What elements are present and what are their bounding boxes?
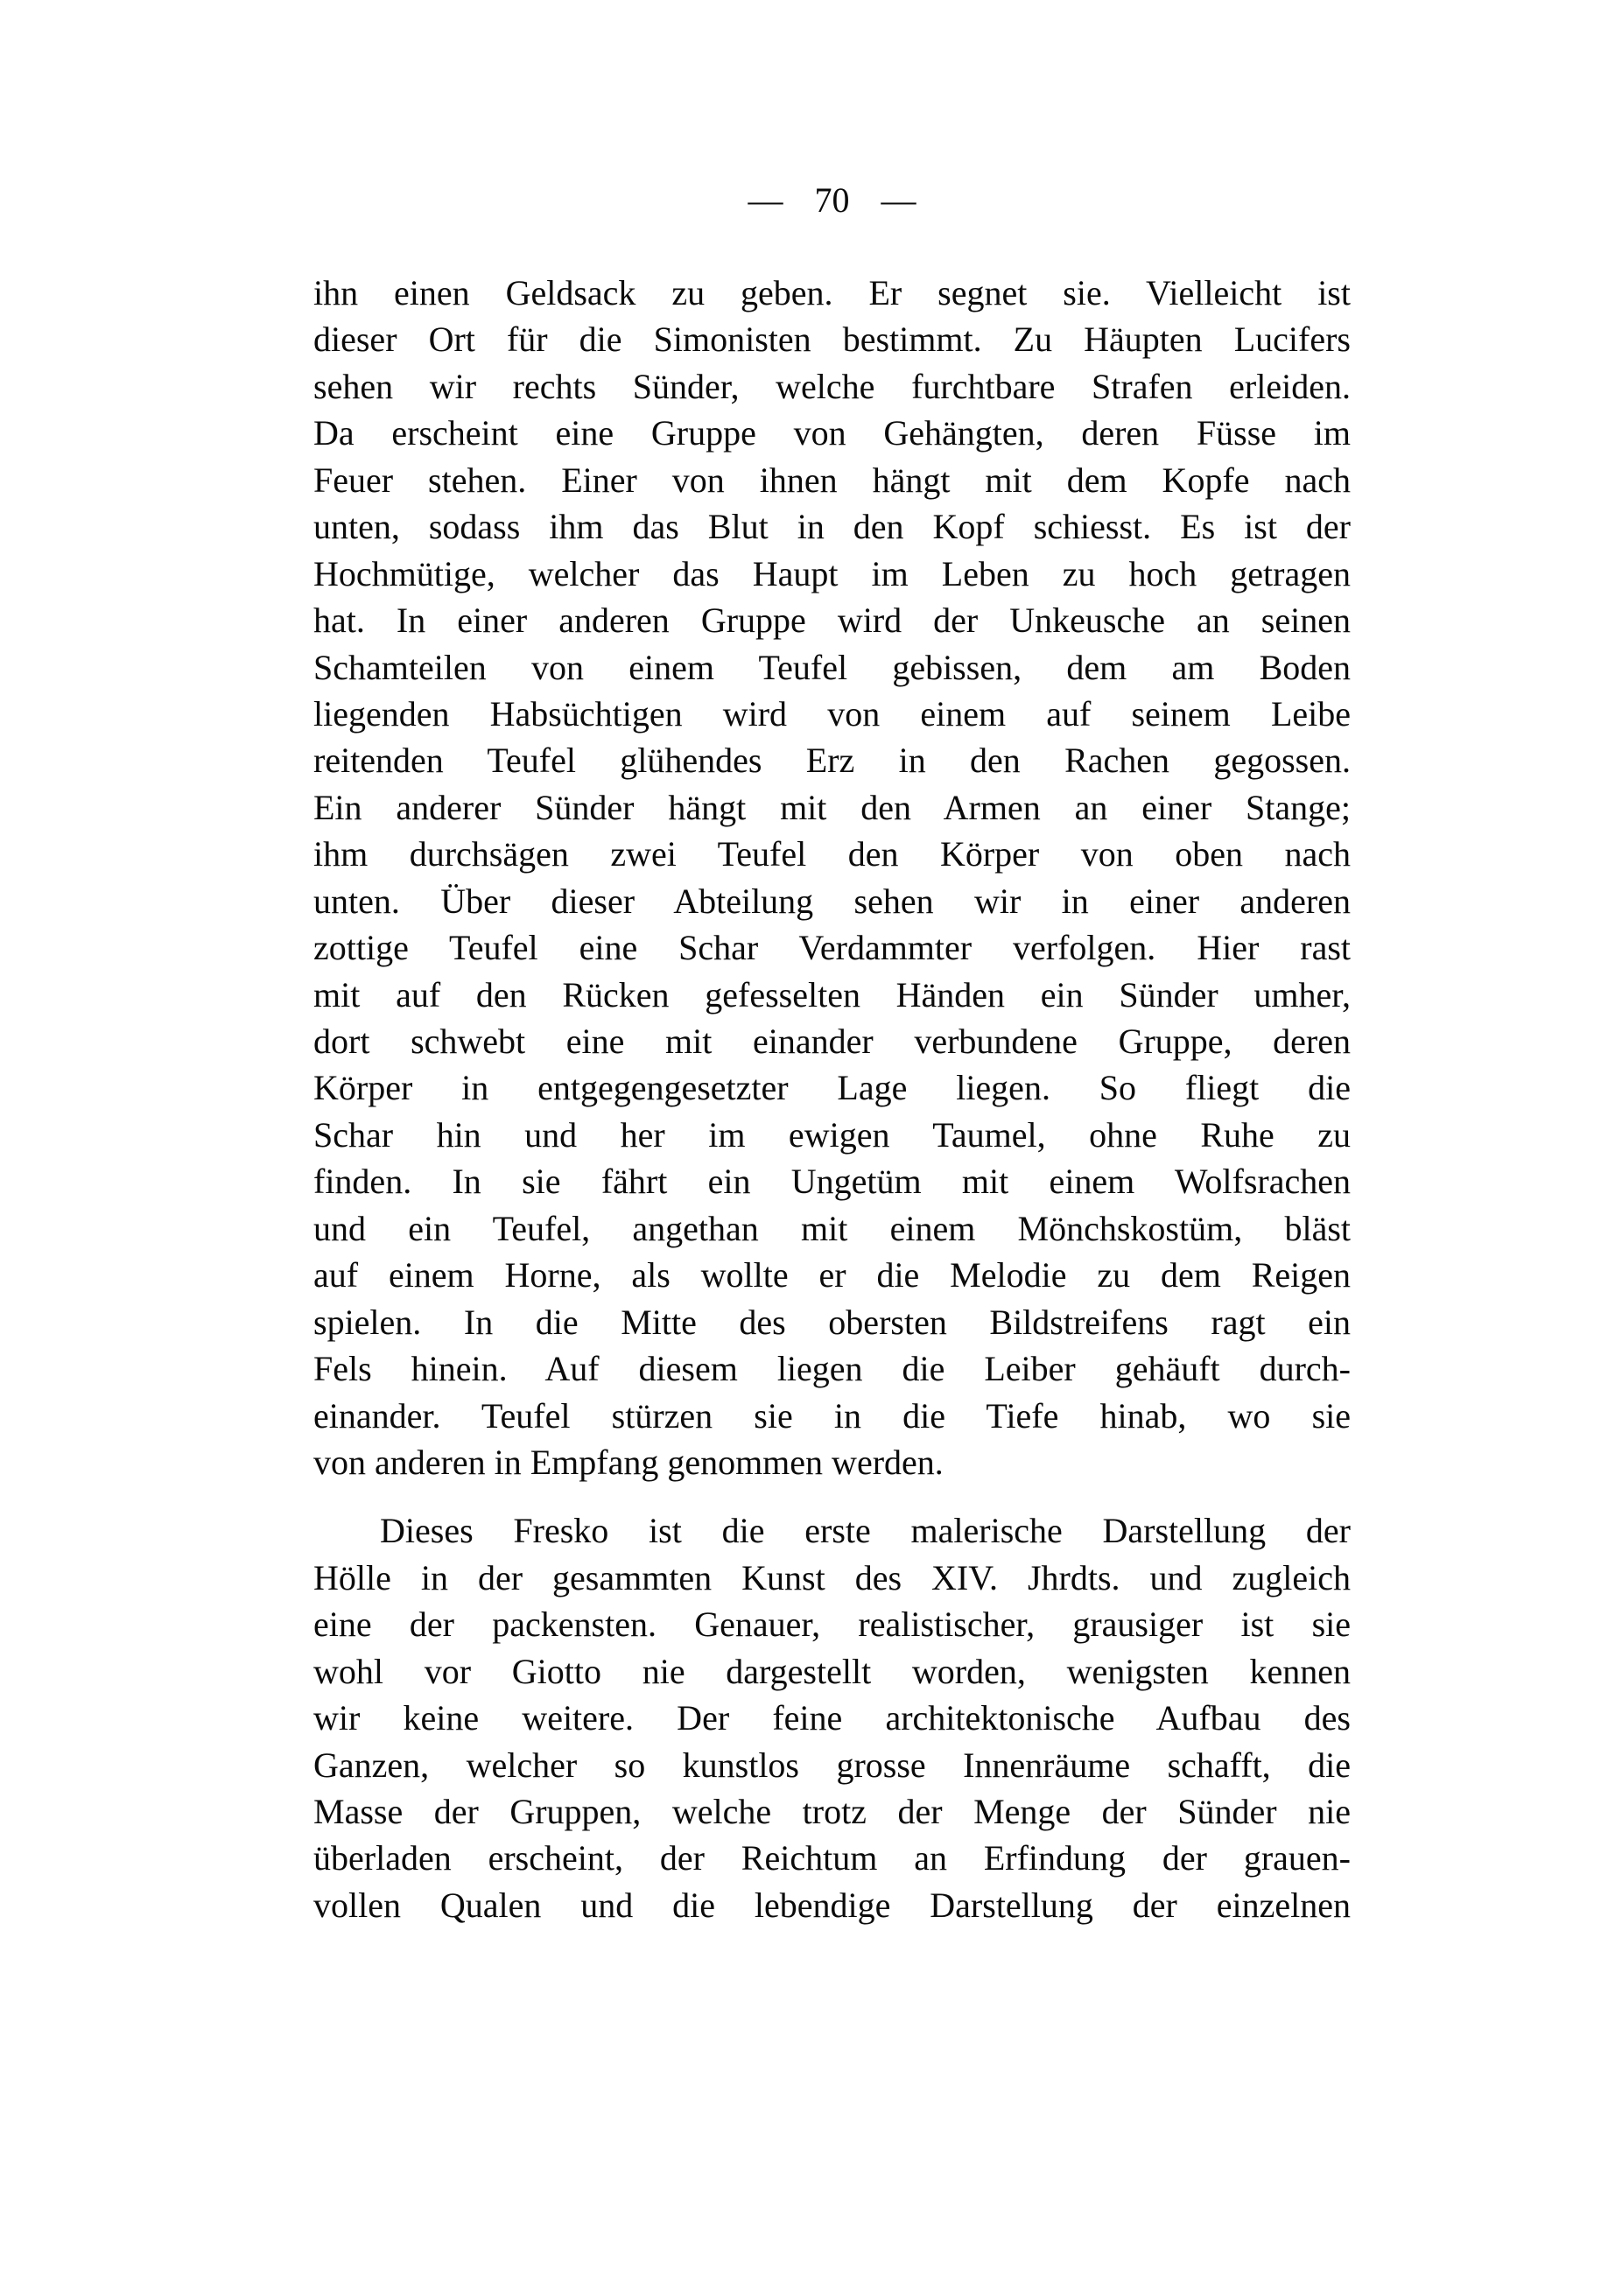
text-line: Hochmütige, welcher das Haupt im Leben zu hoch getragen [313,553,1351,593]
page-number-dash-left: — [748,180,783,220]
text-line: dieser Ort für die Simonisten bestimmt. Zu Häupten Lucifers [313,319,1351,360]
text-line: Feuer stehen. Einer von ihnen hängt mit dem Kopfe nach [313,460,1351,500]
text-line: sehen wir rechts Sünder, welche furchtbare Strafen erleiden. [313,366,1351,406]
text-line: hat. In einer anderen Gruppe wird der Unkeusche an seinen [313,600,1351,641]
text-line: Dieses Fresko ist die erste malerische Darstellung der [380,1511,1351,1551]
text-line: reitenden Teufel glühendes Erz in den Rachen gegossen. [313,741,1351,781]
text-line: spielen. In die Mitte des obersten Bildstreifens ragt ein [313,1302,1351,1342]
text-line: auf einem Horne, als wollte er die Melodie zu dem Reigen [313,1255,1351,1295]
page-number-dash-right: — [881,180,916,220]
page-number: 70 [814,180,850,220]
text-line: Masse der Gruppen, welche trotz der Menge der Sünder nie [313,1792,1351,1831]
text-line: Fels hinein. Auf diesem liegen die Leiber gehäuft durch- [313,1349,1351,1389]
text-line: Ein anderer Sünder hängt mit den Armen an einer Stange; [313,787,1351,827]
text-line: ihm durchsägen zwei Teufel den Körper von oben nach [313,834,1351,874]
text-line: liegenden Habsüchtigen wird von einem auf seinem Leibe [313,693,1351,734]
text-line: unten. Über dieser Abteilung sehen wir in einer anderen [313,881,1351,921]
text-line: zottige Teufel eine Schar Verdammter verfolgen. Hier rast [313,928,1351,968]
page-number-header [313,179,1351,221]
paragraph-2 [313,1507,1351,1928]
text-line: Ganzen, welcher so kunstlos grosse Innenräume schafft, die [313,1745,1351,1785]
text-line: finden. In sie fährt ein Ungetüm mit einem Wolfsrachen [313,1162,1351,1202]
text-line: eine der packensten. Genauer, realistischer, grausiger ist sie [313,1604,1351,1645]
text-line: und ein Teufel, angethan mit einem Mönchskostüm, bläst [313,1208,1351,1248]
text-line: überladen erscheint, der Reichtum an Erfindung der grauen- [313,1838,1351,1878]
text-line: Da erscheint eine Gruppe von Gehängten, deren Füsse im [313,413,1351,453]
text-line: Schar hin und her im ewigen Taumel, ohne Ruhe zu [313,1114,1351,1155]
text-line: wir keine weitere. Der feine architektonische Aufbau des [313,1698,1351,1738]
text-line: vollen Qualen und die lebendige Darstellung der einzelnen [313,1885,1351,1925]
text-line: Schamteilen von einem Teufel gebissen, dem am Boden [313,647,1351,687]
text-line: unten, sodass ihm das Blut in den Kopf schiesst. Es ist der [313,507,1351,547]
text-line: von anderen in Empfang genommen werden. [313,1442,944,1482]
text-line: ihn einen Geldsack zu geben. Er segnet sie. Vielleicht ist [313,273,1351,312]
paragraph-1 [313,270,1351,1485]
text-line: mit auf den Rücken gefesselten Händen ein Sünder umher, [313,974,1351,1015]
text-line: dort schwebt eine mit einander verbundene Gruppe, deren [313,1022,1351,1061]
page-text [313,270,1351,1928]
text-line: einander. Teufel stürzen sie in die Tiefe hinab, wo sie [313,1395,1351,1436]
text-line: wohl vor Giotto nie dargestellt worden, wenigsten kennen [313,1651,1351,1691]
text-line: Körper in entgegengesetzter Lage liegen. So fliegt die [313,1068,1351,1108]
text-line: Hölle in der gesammten Kunst des XIV. Jhrdts. und zugleich [313,1557,1351,1597]
